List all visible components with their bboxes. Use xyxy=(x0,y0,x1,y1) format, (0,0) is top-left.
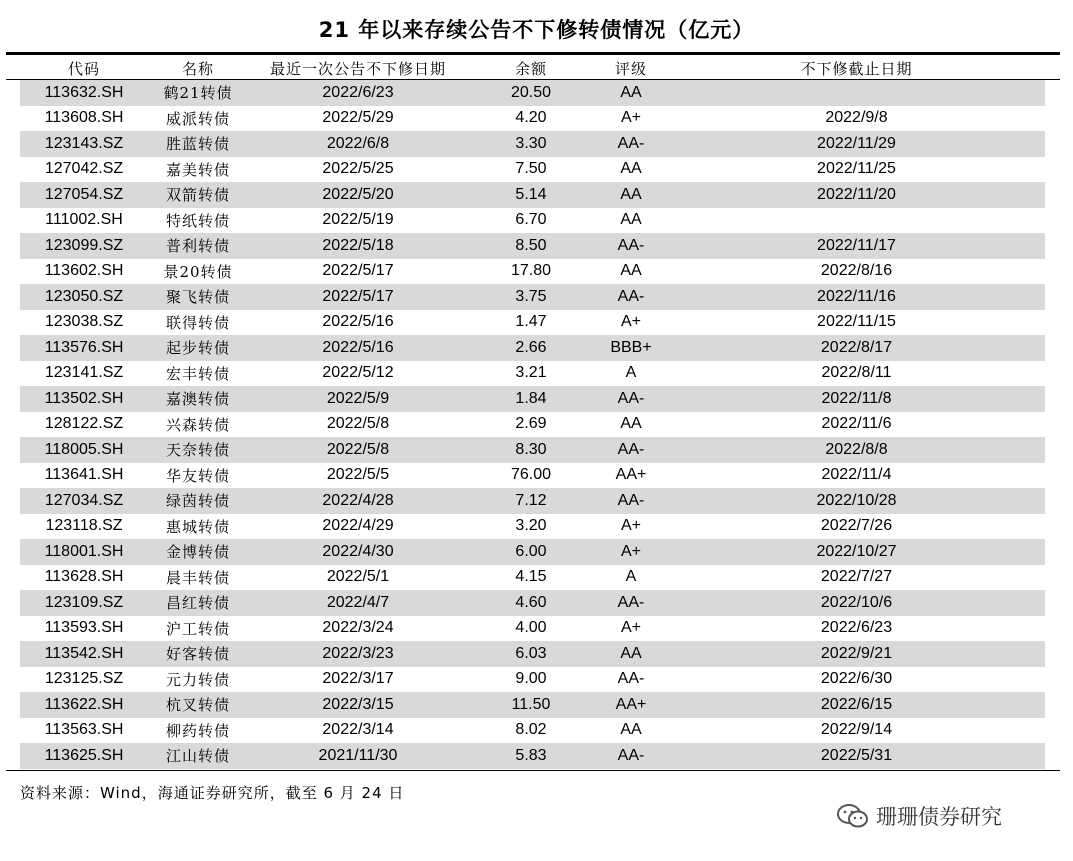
code-cell: 123099.SZ xyxy=(20,233,148,259)
name-cell: 双箭转债 xyxy=(148,182,248,208)
rating-cell: AA- xyxy=(594,488,668,514)
deadline-cell: 2022/6/15 xyxy=(668,692,1045,718)
announce-date-cell: 2022/5/9 xyxy=(248,386,468,412)
name-cell: 金博转债 xyxy=(148,539,248,565)
name-cell: 兴森转债 xyxy=(165,415,230,434)
name-cell: 聚飞转债 xyxy=(148,284,248,310)
deadline-cell: 2022/8/16 xyxy=(820,262,893,280)
balance-cell: 1.84 xyxy=(468,386,594,412)
code-cell: 113641.SH xyxy=(44,466,124,484)
deadline-cell: 2022/11/20 xyxy=(668,182,1045,208)
code-cell: 118005.SH xyxy=(20,437,148,463)
rating-cell: A+ xyxy=(620,619,641,637)
rating-cell: AA+ xyxy=(594,692,668,718)
name-cell: 起步转债 xyxy=(148,335,248,361)
header-code: 代码 xyxy=(67,60,100,78)
table-row xyxy=(20,616,1045,642)
balance-cell: 5.14 xyxy=(468,182,594,208)
announce-date-cell: 2022/5/5 xyxy=(326,466,390,484)
name-cell: 江山转债 xyxy=(148,743,248,769)
code-cell: 111002.SH xyxy=(45,211,123,229)
table-row xyxy=(20,208,1045,234)
deadline-cell: 2022/9/8 xyxy=(825,109,888,127)
deadline-cell: 2022/8/11 xyxy=(821,364,892,382)
code-cell: 123143.SZ xyxy=(20,131,148,157)
code-cell: 128122.SZ xyxy=(44,415,124,433)
name-cell: 普利转债 xyxy=(148,233,248,259)
table-row xyxy=(20,565,1045,591)
table-row xyxy=(20,463,1045,489)
top-rule xyxy=(6,52,1060,55)
rating-cell: AA- xyxy=(594,743,668,769)
name-cell: 威派转债 xyxy=(165,109,230,128)
deadline-cell: 2022/10/6 xyxy=(668,590,1045,616)
announce-date-cell: 2022/5/20 xyxy=(248,182,468,208)
bottom-rule xyxy=(6,770,1060,771)
announce-date-cell: 2021/11/30 xyxy=(248,743,468,769)
announce-date-cell: 2022/4/29 xyxy=(322,517,394,535)
announce-date-cell: 2022/3/14 xyxy=(322,721,394,739)
rating-cell: AA- xyxy=(617,670,645,688)
deadline-cell: 2022/5/31 xyxy=(668,743,1045,769)
announce-date-cell: 2022/5/18 xyxy=(248,233,468,259)
header-name: 名称 xyxy=(181,60,214,78)
table-row xyxy=(20,310,1045,336)
deadline-cell: 2022/7/27 xyxy=(820,568,893,586)
rating-cell: AA xyxy=(594,641,668,667)
table-row xyxy=(20,259,1045,285)
announce-date-cell: 2022/5/25 xyxy=(322,160,394,178)
watermark xyxy=(836,801,1002,831)
name-cell: 嘉美转债 xyxy=(165,160,230,179)
deadline-cell xyxy=(668,80,1045,106)
bond-table xyxy=(20,57,1045,769)
deadline-cell: 2022/8/17 xyxy=(668,335,1045,361)
deadline-cell: 2022/11/17 xyxy=(668,233,1045,259)
announce-date-cell: 2022/5/17 xyxy=(248,284,468,310)
rating-cell: AA- xyxy=(594,590,668,616)
balance-cell: 7.50 xyxy=(515,160,547,178)
balance-cell: 6.03 xyxy=(468,641,594,667)
rating-cell: BBB+ xyxy=(594,335,668,361)
balance-cell: 8.02 xyxy=(515,721,547,739)
name-cell: 鹤21转债 xyxy=(148,80,248,106)
table-title: 21 年以来存续公告不下修转债情况（亿元） xyxy=(318,18,755,42)
rating-cell: AA- xyxy=(594,386,668,412)
balance-cell: 8.50 xyxy=(468,233,594,259)
announce-date-cell: 2022/4/28 xyxy=(248,488,468,514)
deadline-cell: 2022/8/8 xyxy=(668,437,1045,463)
rating-cell: AA xyxy=(620,721,642,739)
code-cell: 113622.SH xyxy=(20,692,148,718)
code-cell: 123118.SZ xyxy=(45,517,123,535)
table-row xyxy=(20,284,1045,310)
announce-date-cell: 2022/5/1 xyxy=(326,568,390,586)
wechat-icon xyxy=(836,803,870,829)
deadline-cell: 2022/7/26 xyxy=(820,517,893,535)
name-cell: 嘉澳转债 xyxy=(148,386,248,412)
deadline-cell: 2022/11/15 xyxy=(817,313,896,331)
balance-cell: 4.60 xyxy=(468,590,594,616)
balance-cell: 7.12 xyxy=(468,488,594,514)
code-cell: 113502.SH xyxy=(20,386,148,412)
name-cell: 惠城转债 xyxy=(165,517,230,536)
code-cell: 127042.SZ xyxy=(44,160,124,178)
name-cell: 杭叉转债 xyxy=(148,692,248,718)
announce-date-cell: 2022/3/24 xyxy=(322,619,394,637)
rating-cell: AA xyxy=(620,415,642,433)
rating-cell: A+ xyxy=(620,517,641,535)
watermark-text: 珊珊债券研究 xyxy=(876,805,1002,829)
header-row xyxy=(20,57,1045,80)
announce-date-cell: 2022/5/16 xyxy=(322,313,394,331)
rating-cell: A xyxy=(625,568,637,586)
name-cell: 特纸转债 xyxy=(165,211,230,230)
deadline-cell: 2022/10/28 xyxy=(668,488,1045,514)
deadline-cell xyxy=(668,208,1045,234)
deadline-cell: 2022/9/21 xyxy=(668,641,1045,667)
announce-date-cell: 2022/5/19 xyxy=(322,211,394,229)
balance-cell: 4.15 xyxy=(515,568,547,586)
announce-date-cell: 2022/5/8 xyxy=(248,437,468,463)
name-cell: 宏丰转债 xyxy=(165,364,230,383)
table-row xyxy=(20,488,1045,514)
code-cell: 118001.SH xyxy=(20,539,148,565)
balance-cell: 3.30 xyxy=(468,131,594,157)
balance-cell: 6.70 xyxy=(515,211,547,229)
deadline-cell: 2022/11/8 xyxy=(668,386,1045,412)
deadline-cell: 2022/6/30 xyxy=(820,670,893,688)
code-cell: 123038.SZ xyxy=(44,313,124,331)
rating-cell: A+ xyxy=(620,313,641,331)
rating-cell: AA xyxy=(594,80,668,106)
rating-cell: AA xyxy=(620,262,642,280)
announce-date-cell: 2022/3/23 xyxy=(248,641,468,667)
code-cell: 113602.SH xyxy=(44,262,124,280)
announce-date-cell: 2022/4/30 xyxy=(248,539,468,565)
balance-cell: 2.69 xyxy=(515,415,547,433)
announce-date-cell: 2022/6/8 xyxy=(248,131,468,157)
table-row xyxy=(20,692,1045,718)
code-cell: 113593.SH xyxy=(44,619,124,637)
table-row xyxy=(20,182,1045,208)
balance-cell: 4.20 xyxy=(515,109,547,127)
balance-cell: 9.00 xyxy=(515,670,547,688)
rating-cell: AA xyxy=(594,182,668,208)
rating-cell: AA+ xyxy=(615,466,647,484)
deadline-cell: 2022/9/14 xyxy=(820,721,893,739)
deadline-cell: 2022/11/6 xyxy=(821,415,892,433)
name-cell: 华友转债 xyxy=(165,466,230,485)
balance-cell: 11.50 xyxy=(468,692,594,718)
code-cell: 123050.SZ xyxy=(20,284,148,310)
deadline-cell: 2022/11/4 xyxy=(821,466,892,484)
name-cell: 绿茵转债 xyxy=(148,488,248,514)
code-cell: 127034.SZ xyxy=(20,488,148,514)
balance-cell: 17.80 xyxy=(510,262,552,280)
table-row xyxy=(20,335,1045,361)
balance-cell: 5.83 xyxy=(468,743,594,769)
table-row xyxy=(20,539,1045,565)
rating-cell: AA- xyxy=(594,233,668,259)
name-cell: 柳药转债 xyxy=(165,721,230,740)
code-cell: 123125.SZ xyxy=(44,670,124,688)
code-cell: 127054.SZ xyxy=(20,182,148,208)
announce-date-cell: 2022/5/12 xyxy=(322,364,394,382)
announce-date-cell: 2022/5/17 xyxy=(322,262,394,280)
table-row xyxy=(20,412,1045,438)
name-cell: 景20转债 xyxy=(163,262,233,281)
code-cell: 113542.SH xyxy=(20,641,148,667)
code-cell: 113625.SH xyxy=(20,743,148,769)
code-cell: 113563.SH xyxy=(44,721,124,739)
rating-cell: AA xyxy=(620,160,642,178)
deadline-cell: 2022/11/29 xyxy=(668,131,1045,157)
announce-date-cell: 2022/4/7 xyxy=(248,590,468,616)
table-body xyxy=(20,80,1045,769)
code-cell: 123109.SZ xyxy=(20,590,148,616)
header-deadline: 不下修截止日期 xyxy=(800,60,913,78)
rating-cell: AA- xyxy=(594,131,668,157)
table-row xyxy=(20,718,1045,744)
table-row xyxy=(20,590,1045,616)
name-cell: 昌红转债 xyxy=(148,590,248,616)
code-cell: 113632.SH xyxy=(20,80,148,106)
name-cell: 胜蓝转债 xyxy=(148,131,248,157)
table-row xyxy=(20,131,1045,157)
name-cell: 元力转债 xyxy=(165,670,230,689)
balance-cell: 76.00 xyxy=(510,466,552,484)
table-row xyxy=(20,157,1045,183)
announce-date-cell: 2022/3/15 xyxy=(248,692,468,718)
announce-date-cell: 2022/5/8 xyxy=(326,415,390,433)
table-row xyxy=(20,514,1045,540)
name-cell: 好客转债 xyxy=(148,641,248,667)
header-rating: 评级 xyxy=(614,60,647,78)
rating-cell: AA xyxy=(620,211,642,229)
name-cell: 晨丰转债 xyxy=(165,568,230,587)
rating-cell: A+ xyxy=(594,539,668,565)
balance-cell: 2.66 xyxy=(468,335,594,361)
balance-cell: 1.47 xyxy=(515,313,547,331)
deadline-cell: 2022/10/27 xyxy=(668,539,1045,565)
table-row xyxy=(20,361,1045,387)
balance-cell: 8.30 xyxy=(468,437,594,463)
table-row xyxy=(20,437,1045,463)
announce-date-cell: 2022/3/17 xyxy=(322,670,394,688)
table-row xyxy=(20,641,1045,667)
rating-cell: AA- xyxy=(594,437,668,463)
code-cell: 113576.SH xyxy=(20,335,148,361)
table-row xyxy=(20,667,1045,693)
name-cell: 天奈转债 xyxy=(148,437,248,463)
deadline-cell: 2022/11/25 xyxy=(817,160,896,178)
table-row xyxy=(20,386,1045,412)
table-row xyxy=(20,80,1045,106)
balance-cell: 3.21 xyxy=(515,364,547,382)
balance-cell: 3.20 xyxy=(515,517,547,535)
deadline-cell: 2022/11/16 xyxy=(668,284,1045,310)
table-row xyxy=(20,233,1045,259)
code-cell: 113608.SH xyxy=(44,109,124,127)
table-row xyxy=(20,743,1045,769)
announce-date-cell: 2022/5/29 xyxy=(322,109,394,127)
balance-cell: 3.75 xyxy=(468,284,594,310)
header-last-announce-date: 最近一次公告不下修日期 xyxy=(269,60,446,78)
balance-cell: 20.50 xyxy=(468,80,594,106)
announce-date-cell: 2022/5/16 xyxy=(248,335,468,361)
name-cell: 联得转债 xyxy=(165,313,230,332)
balance-cell: 4.00 xyxy=(515,619,547,637)
announce-date-cell: 2022/6/23 xyxy=(248,80,468,106)
source-note: 资料来源：Wind，海通证券研究所，截至 6 月 24 日 xyxy=(20,784,405,802)
rating-cell: AA- xyxy=(594,284,668,310)
rating-cell: A xyxy=(625,364,637,382)
name-cell: 沪工转债 xyxy=(165,619,230,638)
table-row xyxy=(20,106,1045,132)
deadline-cell: 2022/6/23 xyxy=(820,619,893,637)
rating-cell: A+ xyxy=(620,109,641,127)
header-balance: 余额 xyxy=(514,60,547,78)
code-cell: 123141.SZ xyxy=(44,364,124,382)
balance-cell: 6.00 xyxy=(468,539,594,565)
code-cell: 113628.SH xyxy=(44,568,124,586)
